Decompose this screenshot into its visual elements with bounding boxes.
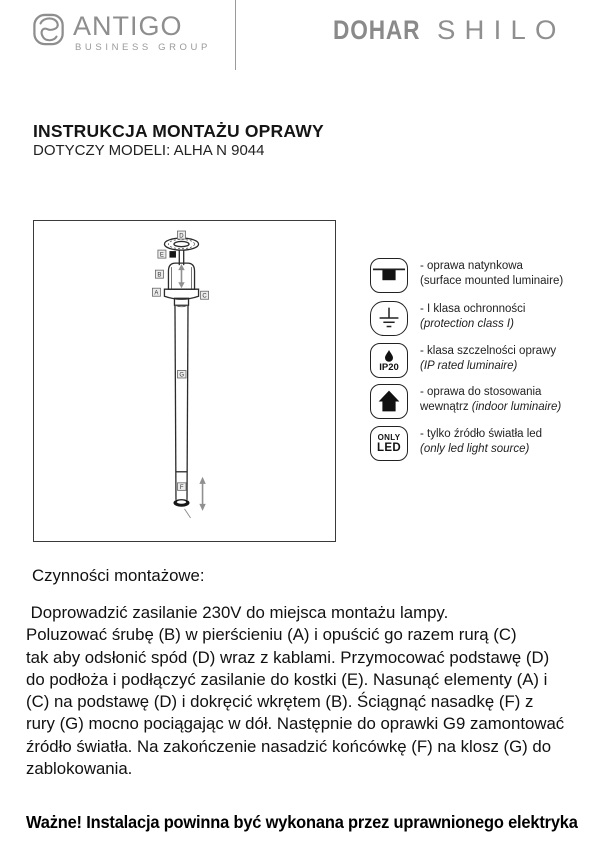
dohar-logo: DOHAR	[333, 15, 421, 45]
shilo-logo: SHILO	[437, 15, 566, 45]
page-title: INSTRUKCJA MONTAŻU OPRAWY	[33, 121, 324, 141]
mounting-instructions	[26, 602, 601, 780]
model-line: DOTYCZY MODELI: ALHA N 9044	[33, 142, 265, 159]
spec-row-ip20	[370, 343, 556, 378]
instruction-line: Poluzować śrubę (B) w pierścieniu (A) i opuścić go razem rurą (C)	[26, 625, 517, 645]
instruction-line: rury (G) mocno pociągając w dół. Następnie do oprawki G9 zamontować	[26, 714, 565, 734]
antigo-logo	[33, 13, 211, 53]
spec-row-surface-mounted	[370, 258, 563, 293]
header-divider	[235, 0, 236, 70]
diagram-label-c	[201, 291, 209, 299]
spec-label-en: (surface mounted luminaire)	[420, 274, 564, 287]
section-heading: Czynności montażowe:	[32, 566, 205, 585]
terminal-block	[169, 251, 176, 258]
svg-text:D: D	[179, 233, 184, 240]
spec-row-indoor	[370, 384, 561, 419]
spec-row-protection-class	[370, 301, 525, 336]
diagram-label-f	[177, 483, 186, 491]
spec-label-pl: - I klasa ochronności	[420, 303, 526, 315]
instruction-line: zablokowania.	[26, 759, 133, 779]
only-led-badge-top: ONLY	[377, 433, 401, 442]
lamp-diagram-box	[33, 220, 336, 542]
spec-label-en: wewnątrz (indoor luminaire)	[420, 400, 562, 413]
spec-row-only-led	[370, 426, 542, 461]
slide-arrow-icon	[178, 264, 184, 288]
antigo-wordmark: ANTIGO	[73, 11, 183, 41]
surface-mounted-icon	[370, 258, 408, 293]
antigo-subtitle: BUSINESS GROUP	[75, 42, 211, 53]
spec-label-pl: - oprawa natynkowa	[420, 260, 523, 272]
svg-text:C: C	[202, 293, 207, 300]
svg-text:E: E	[159, 252, 164, 259]
instruction-line: tak aby odsłonić spód (D) wraz z kablami. Przymocować podstawę (D)	[26, 647, 550, 667]
diagram-label-a	[152, 288, 160, 296]
protection-class-icon	[370, 301, 408, 336]
instruction-line: Doprowadzić zasilanie 230V do miejsca montażu lampy.	[26, 603, 449, 622]
only-led-icon	[370, 426, 408, 461]
diagram-label-b	[155, 270, 163, 278]
footer-warning: Ważne! Instalacja powinna być wykonana przez uprawnionego elektryka	[26, 812, 578, 832]
pull-arrow-icon	[199, 477, 205, 511]
ip20-icon	[370, 343, 408, 378]
spec-label-en: (IP rated luminaire)	[420, 359, 518, 372]
svg-text:B: B	[157, 272, 162, 279]
instruction-line: źródło światła. Na zakończenie nasadzić końcówkę (F) na klosz (G) do	[26, 736, 552, 756]
spec-label-en: (protection class I)	[420, 317, 514, 330]
only-led-badge-bottom: LED	[377, 442, 401, 454]
spec-label-en: (only led light source)	[420, 442, 530, 455]
diagram-label-d	[177, 231, 185, 239]
lamp-drawing	[34, 221, 335, 541]
antigo-mark-icon	[33, 13, 65, 47]
diagram-label-g	[177, 370, 186, 378]
svg-text:G: G	[179, 372, 185, 379]
indoor-icon	[370, 384, 408, 419]
ip20-badge: IP20	[379, 362, 399, 373]
spec-label-pl: - oprawa do stosowania	[420, 386, 542, 398]
instruction-line: do podłoża i podłączyć zasilanie do kostki (E). Nasunąć elementy (A) i	[26, 669, 548, 689]
spec-label-pl: - tylko źródło światła led	[420, 428, 543, 440]
diagram-label-e	[158, 250, 166, 258]
svg-text:A: A	[154, 290, 159, 297]
svg-text:F: F	[179, 484, 184, 491]
instruction-line: (C) na podstawę (D) i dokręcić wkrętem (B). Ściągnąć nasadkę (F) z	[26, 692, 534, 712]
spec-label-pl: - klasa szczelności oprawy	[420, 345, 557, 357]
